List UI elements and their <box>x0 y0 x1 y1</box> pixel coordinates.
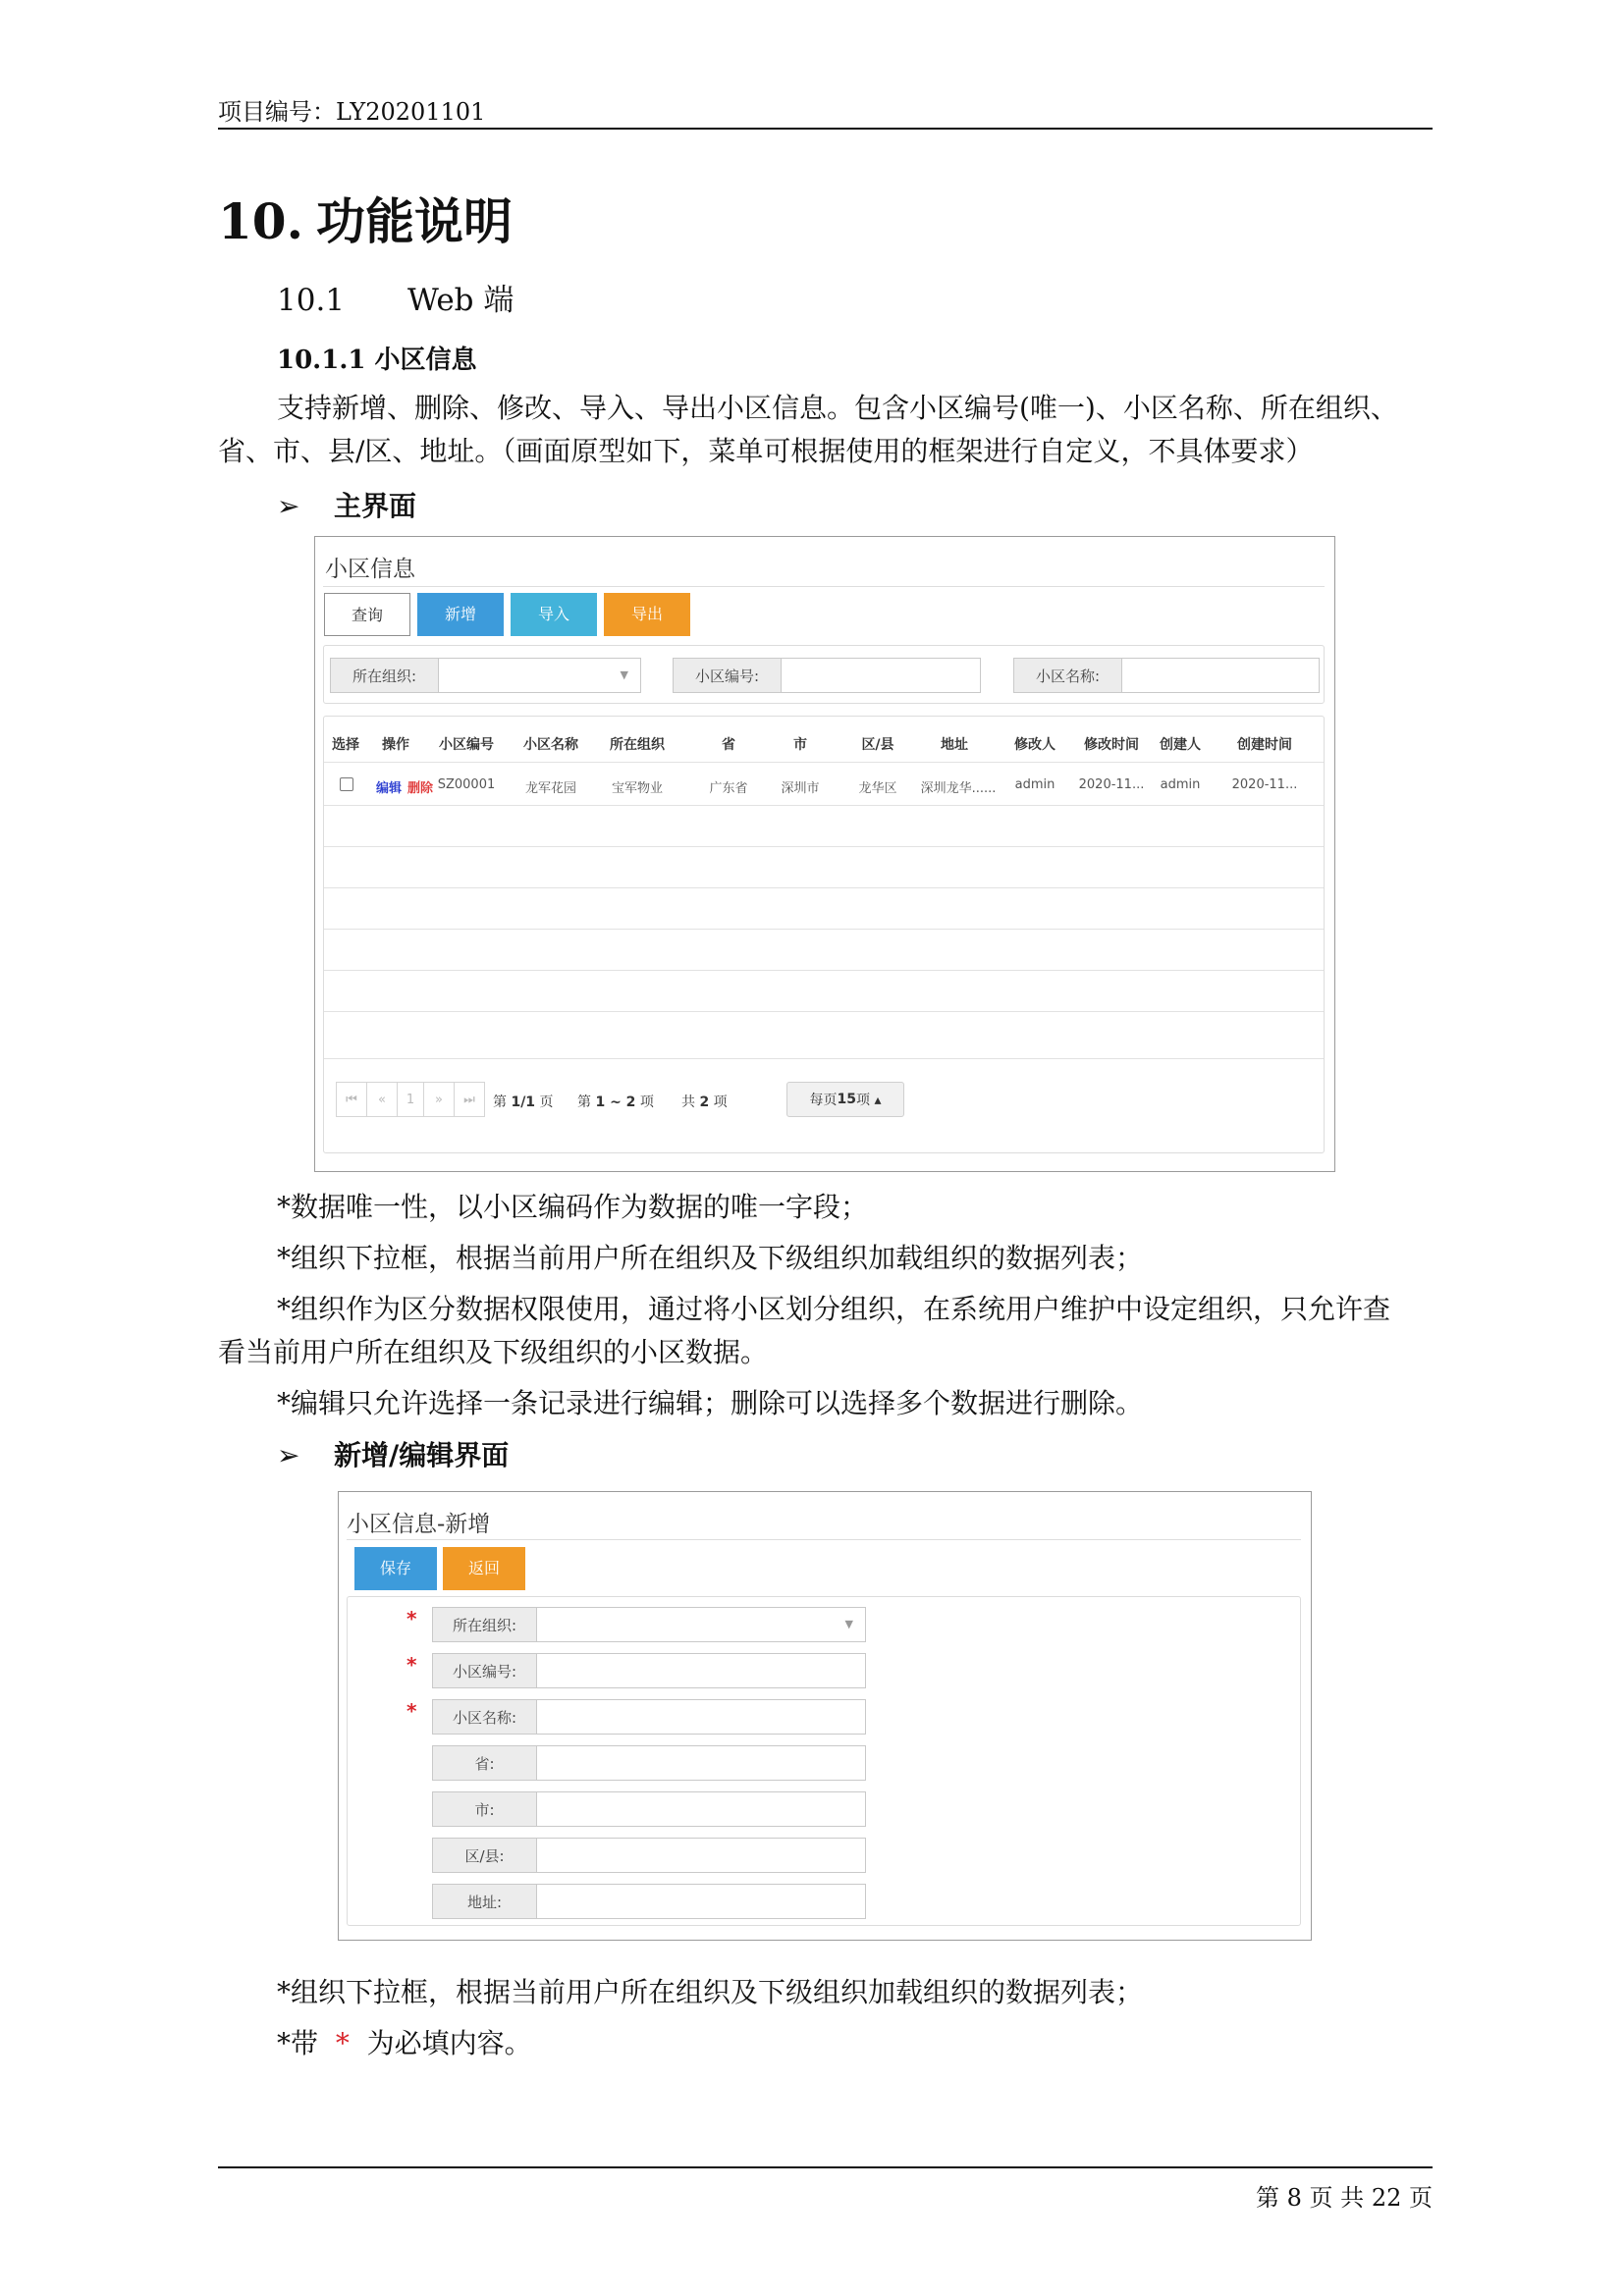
col-header: 省 <box>722 737 735 753</box>
bullet-edit-screen <box>277 1434 509 1473</box>
province-field-input[interactable] <box>537 1746 865 1780</box>
cell-address: 深圳龙华...... <box>920 781 997 796</box>
query-button[interactable]: 查询 <box>324 593 410 636</box>
save-button[interactable]: 保存 <box>354 1547 437 1590</box>
bullet-main-screen <box>277 485 416 524</box>
note-main-1: *数据唯一性，以小区编码作为数据的唯一字段； <box>277 1191 869 1223</box>
project-number: 项目编号：LY20201101 <box>218 98 486 126</box>
prev-page-icon[interactable]: « <box>366 1082 398 1117</box>
col-header: 操作 <box>382 737 409 753</box>
required-star-icon: * <box>335 2027 350 2059</box>
cell-modifier: admin <box>1014 777 1056 792</box>
name-field[interactable] <box>432 1699 866 1735</box>
intro-line-2: 省、市、县/区、地址。（画面原型如下，菜单可根据使用的框架进行自定义，不具体要求） <box>218 435 1314 467</box>
cell-created-time: 2020-11... <box>1231 777 1298 792</box>
header-rule <box>218 128 1433 130</box>
col-header: 区/县 <box>861 737 894 753</box>
back-button[interactable]: 返回 <box>443 1547 525 1590</box>
col-header: 地址 <box>941 737 968 753</box>
col-header: 市 <box>793 737 807 753</box>
note-main-3b: 看当前用户所在组织及下级组织的小区数据。 <box>218 1336 769 1368</box>
code-field-input[interactable] <box>537 1654 865 1687</box>
item-range-prefix: 第 <box>577 1095 596 1110</box>
page-info-prefix: 第 <box>493 1095 512 1110</box>
province-field[interactable] <box>432 1745 866 1781</box>
bullet-edit-label: 新增/编辑界面 <box>334 1439 510 1471</box>
heading-2-number: 10.1 <box>277 283 346 318</box>
page-number-button[interactable]: 1 <box>397 1082 424 1117</box>
address-field-label: 地址: <box>433 1885 537 1918</box>
heading-2 <box>277 275 514 319</box>
row-divider <box>324 1011 1324 1012</box>
cell-modified-time: 2020-11... <box>1078 777 1145 792</box>
required-star-icon: * <box>406 1653 417 1677</box>
name-filter[interactable] <box>1013 658 1320 693</box>
code-filter[interactable] <box>673 658 981 693</box>
address-field[interactable] <box>432 1884 866 1919</box>
name-field-input[interactable] <box>537 1700 865 1734</box>
heading-1 <box>218 183 513 253</box>
note-main-3 <box>218 1288 1433 1374</box>
total-info <box>681 1092 728 1111</box>
note-main-3a: *组织作为区分数据权限使用，通过将小区划分组织，在系统用户维护中设定组织，只允许查 <box>277 1293 1391 1325</box>
footer-mid: 页 共 <box>1309 2184 1365 2212</box>
add-button[interactable]: 新增 <box>417 593 504 636</box>
title-rule <box>323 586 1325 587</box>
bullet-main-label: 主界面 <box>334 490 417 522</box>
city-field-label: 市: <box>433 1792 537 1826</box>
district-field[interactable] <box>432 1838 866 1873</box>
table-panel <box>323 716 1325 1153</box>
col-header: 创建人 <box>1160 737 1201 753</box>
row-divider <box>324 929 1324 930</box>
heading-2-title: Web 端 <box>407 283 514 318</box>
name-field-label: 小区名称: <box>433 1700 537 1734</box>
bullet-arrow-icon: ➢ <box>277 1439 300 1471</box>
org-filter[interactable] <box>330 658 641 693</box>
code-field-label: 小区编号: <box>433 1654 537 1687</box>
form-panel <box>347 1596 1301 1926</box>
district-field-input[interactable] <box>537 1839 865 1872</box>
district-field-label: 区/县: <box>433 1839 537 1872</box>
code-filter-input[interactable] <box>782 659 980 692</box>
filter-panel <box>323 645 1325 704</box>
row-delete-link[interactable]: 删除 <box>406 781 433 796</box>
cell-name: 龙军花园 <box>524 781 576 796</box>
cell-province: 广东省 <box>709 781 748 796</box>
footer-prefix: 第 <box>1255 2184 1279 2212</box>
col-header: 修改时间 <box>1084 737 1139 753</box>
col-header: 修改人 <box>1014 737 1056 753</box>
row-divider <box>324 805 1324 806</box>
last-page-icon[interactable]: ⏭ <box>454 1082 485 1117</box>
total-prefix: 共 <box>681 1095 700 1110</box>
item-range-suffix: 项 <box>635 1095 654 1110</box>
note-edit-1: *组织下拉框，根据当前用户所在组织及下级组织加载组织的数据列表； <box>277 1976 1144 2008</box>
row-edit-link[interactable]: 编辑 <box>375 781 402 796</box>
heading-3: 10.1.1 小区信息 <box>277 346 477 375</box>
main-screen-title: 小区信息 <box>325 557 415 582</box>
city-field[interactable] <box>432 1791 866 1827</box>
chevron-down-icon: ▼ <box>844 1618 853 1630</box>
page-size-value: 15 <box>837 1092 856 1107</box>
cell-code: SZ00001 <box>437 777 496 792</box>
intro-paragraph <box>218 387 1433 473</box>
col-header: 小区名称 <box>523 737 578 753</box>
required-star-icon: * <box>406 1607 417 1630</box>
note-main-4: *编辑只允许选择一条记录进行编辑；删除可以选择多个数据进行删除。 <box>277 1387 1144 1419</box>
address-field-input[interactable] <box>537 1885 865 1918</box>
main-screen-mockup <box>314 536 1335 1172</box>
header-divider <box>324 762 1324 763</box>
export-button[interactable]: 导出 <box>604 593 690 636</box>
first-page-icon[interactable]: ⏮ <box>336 1082 367 1117</box>
name-filter-input[interactable] <box>1122 659 1319 692</box>
page-info-value: 1/1 <box>511 1095 536 1110</box>
col-header: 创建时间 <box>1237 737 1292 753</box>
edit-screen-mockup <box>338 1491 1312 1941</box>
page-info-suffix: 页 <box>535 1095 554 1110</box>
heading-1-number: 10. <box>218 192 303 250</box>
required-star-icon: * <box>406 1699 417 1723</box>
bullet-arrow-icon: ➢ <box>277 490 300 522</box>
note-main-2: *组织下拉框，根据当前用户所在组织及下级组织加载组织的数据列表； <box>277 1242 1144 1274</box>
row-divider <box>324 970 1324 971</box>
page-footer <box>1237 2178 1433 2213</box>
footer-suffix: 页 <box>1409 2184 1433 2212</box>
org-field-select[interactable] <box>537 1608 865 1641</box>
edit-screen-title: 小区信息-新增 <box>347 1512 491 1537</box>
row-divider <box>324 1058 1324 1059</box>
heading-1-title: 功能说明 <box>316 192 513 250</box>
org-field-label: 所在组织: <box>433 1608 537 1641</box>
city-field-input[interactable] <box>537 1792 865 1826</box>
col-header: 小区编号 <box>439 737 494 753</box>
note-edit-2-suffix: 为必填内容。 <box>366 2027 532 2059</box>
row-checkbox[interactable] <box>340 777 353 791</box>
code-field[interactable] <box>432 1653 866 1688</box>
province-field-label: 省: <box>433 1746 537 1780</box>
total-value: 2 <box>699 1095 710 1110</box>
next-page-icon[interactable]: » <box>423 1082 455 1117</box>
org-filter-select[interactable] <box>439 659 640 692</box>
item-range-value: 1 ~ 2 <box>595 1095 636 1110</box>
import-button[interactable]: 导入 <box>511 593 597 636</box>
item-range-info <box>577 1092 654 1111</box>
row-divider <box>324 887 1324 888</box>
footer-page: 8 <box>1286 2184 1302 2212</box>
chevron-down-icon: ▼ <box>620 668 628 681</box>
intro-line-1: 支持新增、删除、修改、导入、导出小区信息。包含小区编号(唯一)、小区名称、所在组织、 <box>277 392 1398 424</box>
col-header: 选择 <box>332 737 359 753</box>
name-filter-label: 小区名称: <box>1014 659 1122 692</box>
page-size-select[interactable] <box>786 1082 904 1117</box>
cell-creator: admin <box>1160 777 1201 792</box>
cell-org: 宝军物业 <box>611 781 663 796</box>
org-field[interactable] <box>432 1607 866 1642</box>
page-size-suffix: 项 ▴ <box>856 1093 882 1108</box>
row-divider <box>324 846 1324 847</box>
total-suffix: 项 <box>709 1095 728 1110</box>
page-info <box>493 1092 554 1111</box>
footer-rule <box>218 2166 1433 2168</box>
title-rule <box>347 1539 1301 1540</box>
col-header: 所在组织 <box>610 737 665 753</box>
note-edit-2-prefix: *带 <box>277 2027 319 2059</box>
code-filter-label: 小区编号: <box>674 659 782 692</box>
cell-district: 龙华区 <box>858 781 897 796</box>
note-edit-2 <box>277 2022 532 2061</box>
org-filter-label: 所在组织: <box>331 659 439 692</box>
page-size-prefix: 每页 <box>809 1093 838 1108</box>
footer-total: 22 <box>1371 2184 1402 2212</box>
cell-city: 深圳市 <box>781 781 820 796</box>
